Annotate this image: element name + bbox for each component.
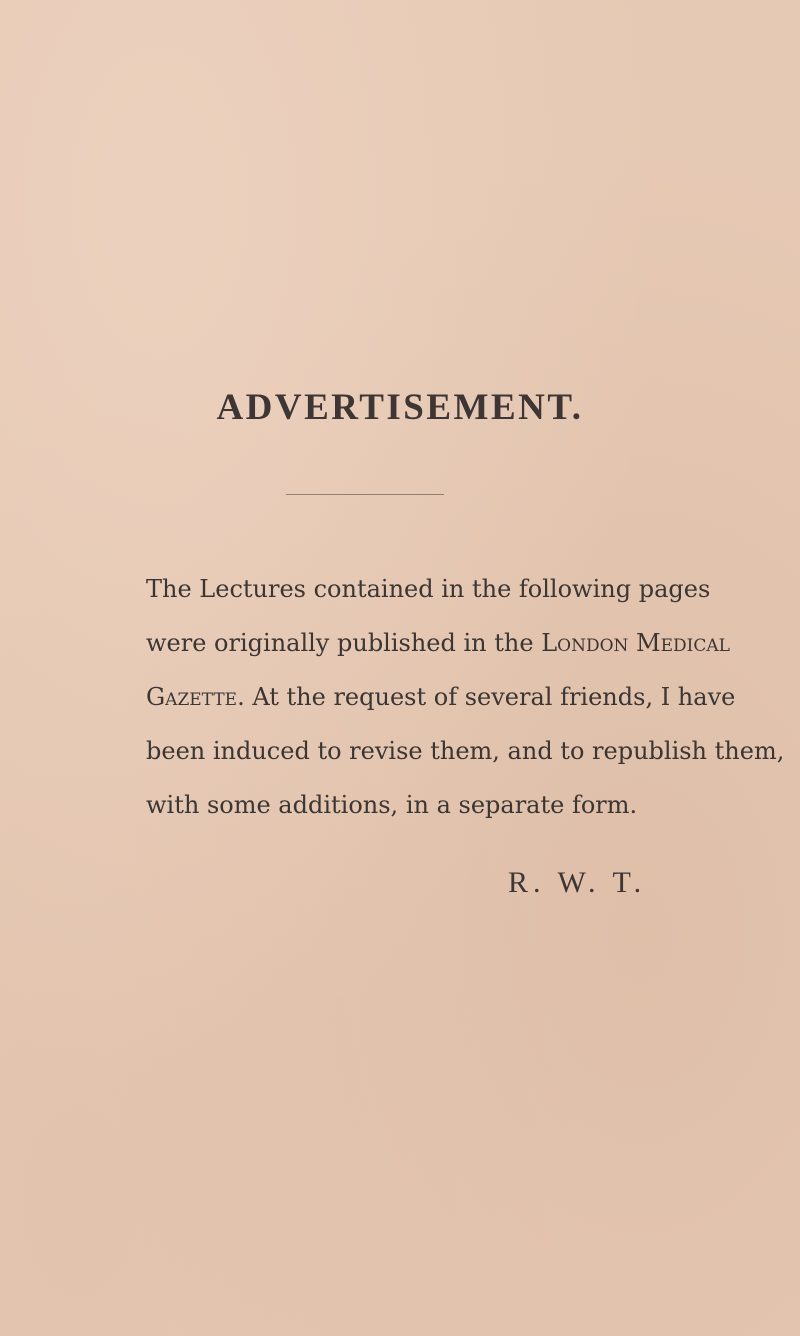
advertisement-paragraph [146, 562, 785, 832]
paragraph-line-3 [146, 670, 736, 724]
paragraph-line-1: The Lectures contained in the following pages [146, 575, 711, 603]
paragraph-line-3-text: At the request of several friends, I have [244, 683, 736, 711]
paragraph-line-4: been induced to revise them, and to republish them, [146, 737, 785, 765]
publication-name: London Medical [541, 629, 730, 657]
paragraph-line-5: with some additions, in a separate form. [146, 791, 638, 819]
heading-rule [286, 494, 444, 495]
author-initials: R. W. T. [508, 866, 647, 899]
publication-name-cont: Gazette. [146, 683, 245, 711]
paragraph-line-2 [146, 616, 730, 670]
page-heading: ADVERTISEMENT. [216, 387, 584, 428]
paragraph-line-2-text: were originally published in the [146, 629, 542, 657]
